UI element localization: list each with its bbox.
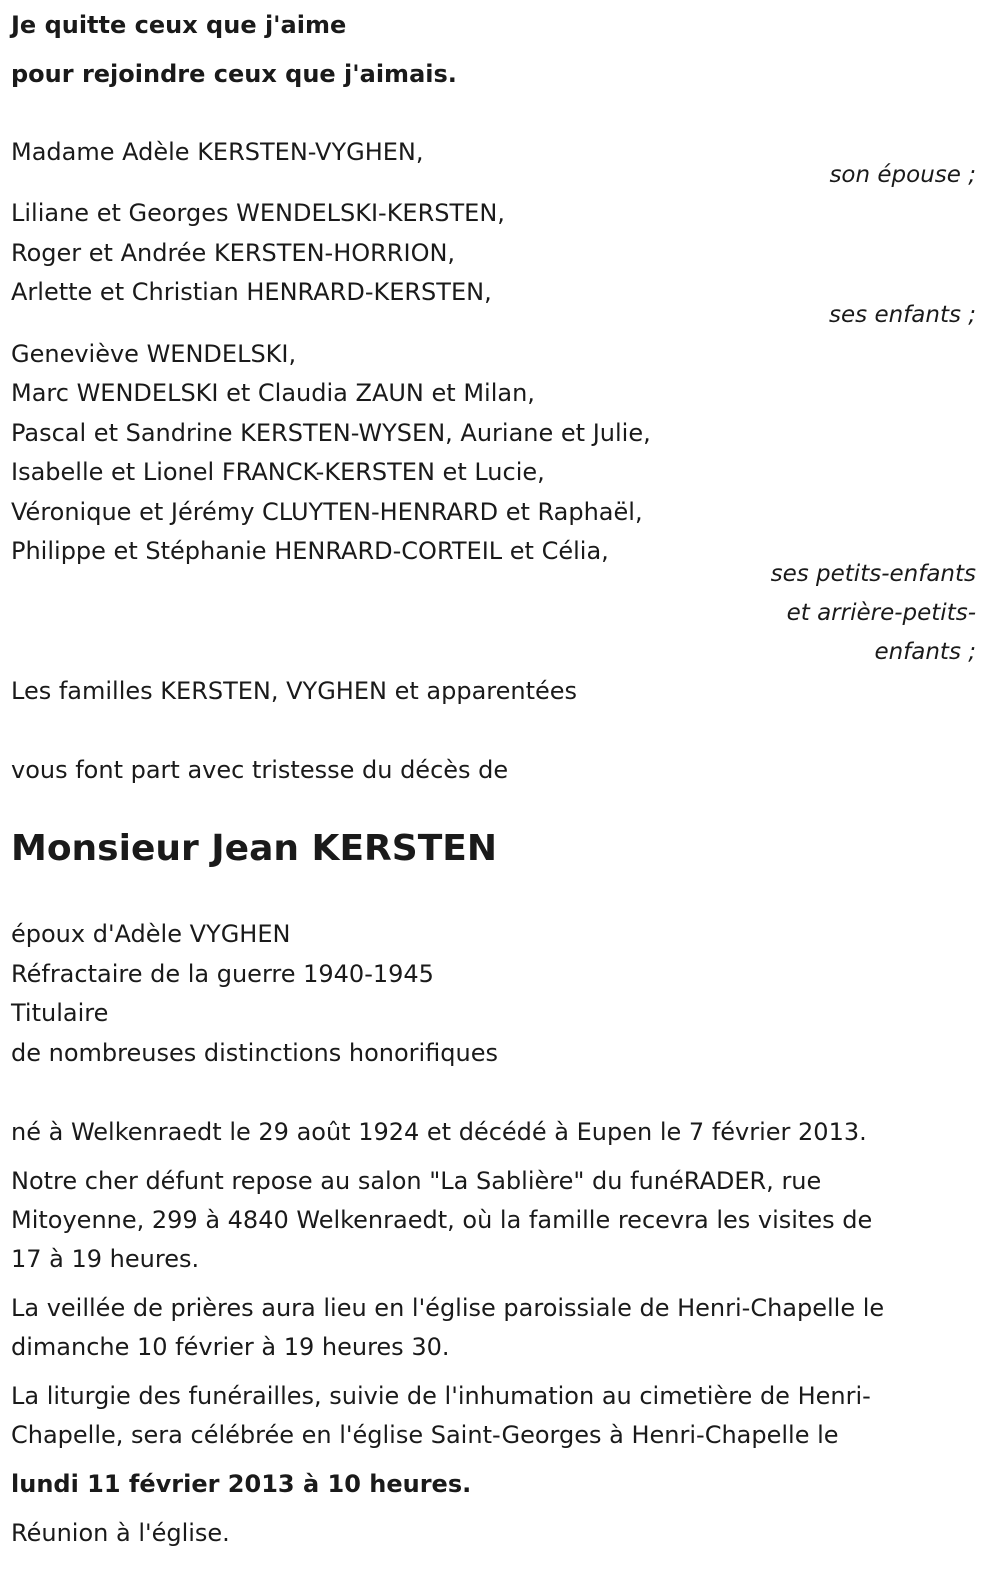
rest-info-line: 17 à 19 heures.: [11, 1245, 200, 1273]
epigraph-line-2: pour rejoindre ceux que j'aimais.: [11, 60, 457, 88]
ceremony-date: lundi 11 février 2013 à 10 heures.: [11, 1470, 472, 1498]
liturgy-line: La liturgie des funérailles, suivie de l'inhumation au cimetière de Henri-: [11, 1382, 871, 1410]
grandchild-line: Véronique et Jérémy CLUYTEN-HENRARD et Raphaël,: [11, 498, 643, 526]
deceased-name: Monsieur Jean KERSTEN: [11, 828, 497, 869]
spouse-role: son épouse ;: [829, 162, 976, 188]
deceased-detail: Titulaire: [11, 999, 109, 1027]
liturgy-line: Chapelle, sera célébrée en l'église Saint-Georges à Henri-Chapelle le: [11, 1421, 839, 1449]
child-line: Roger et Andrée KERSTEN-HORRION,: [11, 239, 456, 267]
deceased-detail: Réfractaire de la guerre 1940-1945: [11, 960, 434, 988]
grandchildren-role-line: ses petits-enfants: [770, 561, 976, 587]
announcement-line: vous font part avec tristesse du décès de: [11, 756, 509, 784]
grandchild-line: Pascal et Sandrine KERSTEN-WYSEN, Auriane et Julie,: [11, 419, 651, 447]
deceased-detail: de nombreuses distinctions honorifiques: [11, 1039, 499, 1067]
grandchildren-role-line: enfants ;: [874, 639, 976, 665]
spouse-name: Madame Adèle KERSTEN-VYGHEN,: [11, 138, 424, 166]
grandchild-line: Philippe et Stéphanie HENRARD-CORTEIL et Célia,: [11, 537, 609, 565]
rest-info-line: Notre cher défunt repose au salon "La Sablière" du funéRADER, rue: [11, 1167, 822, 1195]
child-line: Arlette et Christian HENRARD-KERSTEN,: [11, 278, 492, 306]
deceased-detail: époux d'Adèle VYGHEN: [11, 920, 291, 948]
child-line: Liliane et Georges WENDELSKI-KERSTEN,: [11, 199, 505, 227]
epigraph-line-1: Je quitte ceux que j'aime: [11, 11, 347, 39]
families-line: Les familles KERSTEN, VYGHEN et apparentées: [11, 677, 578, 705]
children-role: ses enfants ;: [829, 302, 976, 328]
vigil-line: dimanche 10 février à 19 heures 30.: [11, 1333, 450, 1361]
grandchildren-role-line: et arrière-petits-: [786, 600, 976, 626]
birth-death-dates: né à Welkenraedt le 29 août 1924 et décédé à Eupen le 7 février 2013.: [11, 1118, 867, 1146]
grandchild-line: Marc WENDELSKI et Claudia ZAUN et Milan,: [11, 379, 535, 407]
grandchild-line: Isabelle et Lionel FRANCK-KERSTEN et Lucie,: [11, 458, 545, 486]
vigil-line: La veillée de prières aura lieu en l'église paroissiale de Henri-Chapelle le: [11, 1294, 885, 1322]
grandchild-line: Geneviève WENDELSKI,: [11, 340, 297, 368]
meeting-line: Réunion à l'église.: [11, 1519, 230, 1547]
rest-info-line: Mitoyenne, 299 à 4840 Welkenraedt, où la famille recevra les visites de: [11, 1206, 873, 1234]
